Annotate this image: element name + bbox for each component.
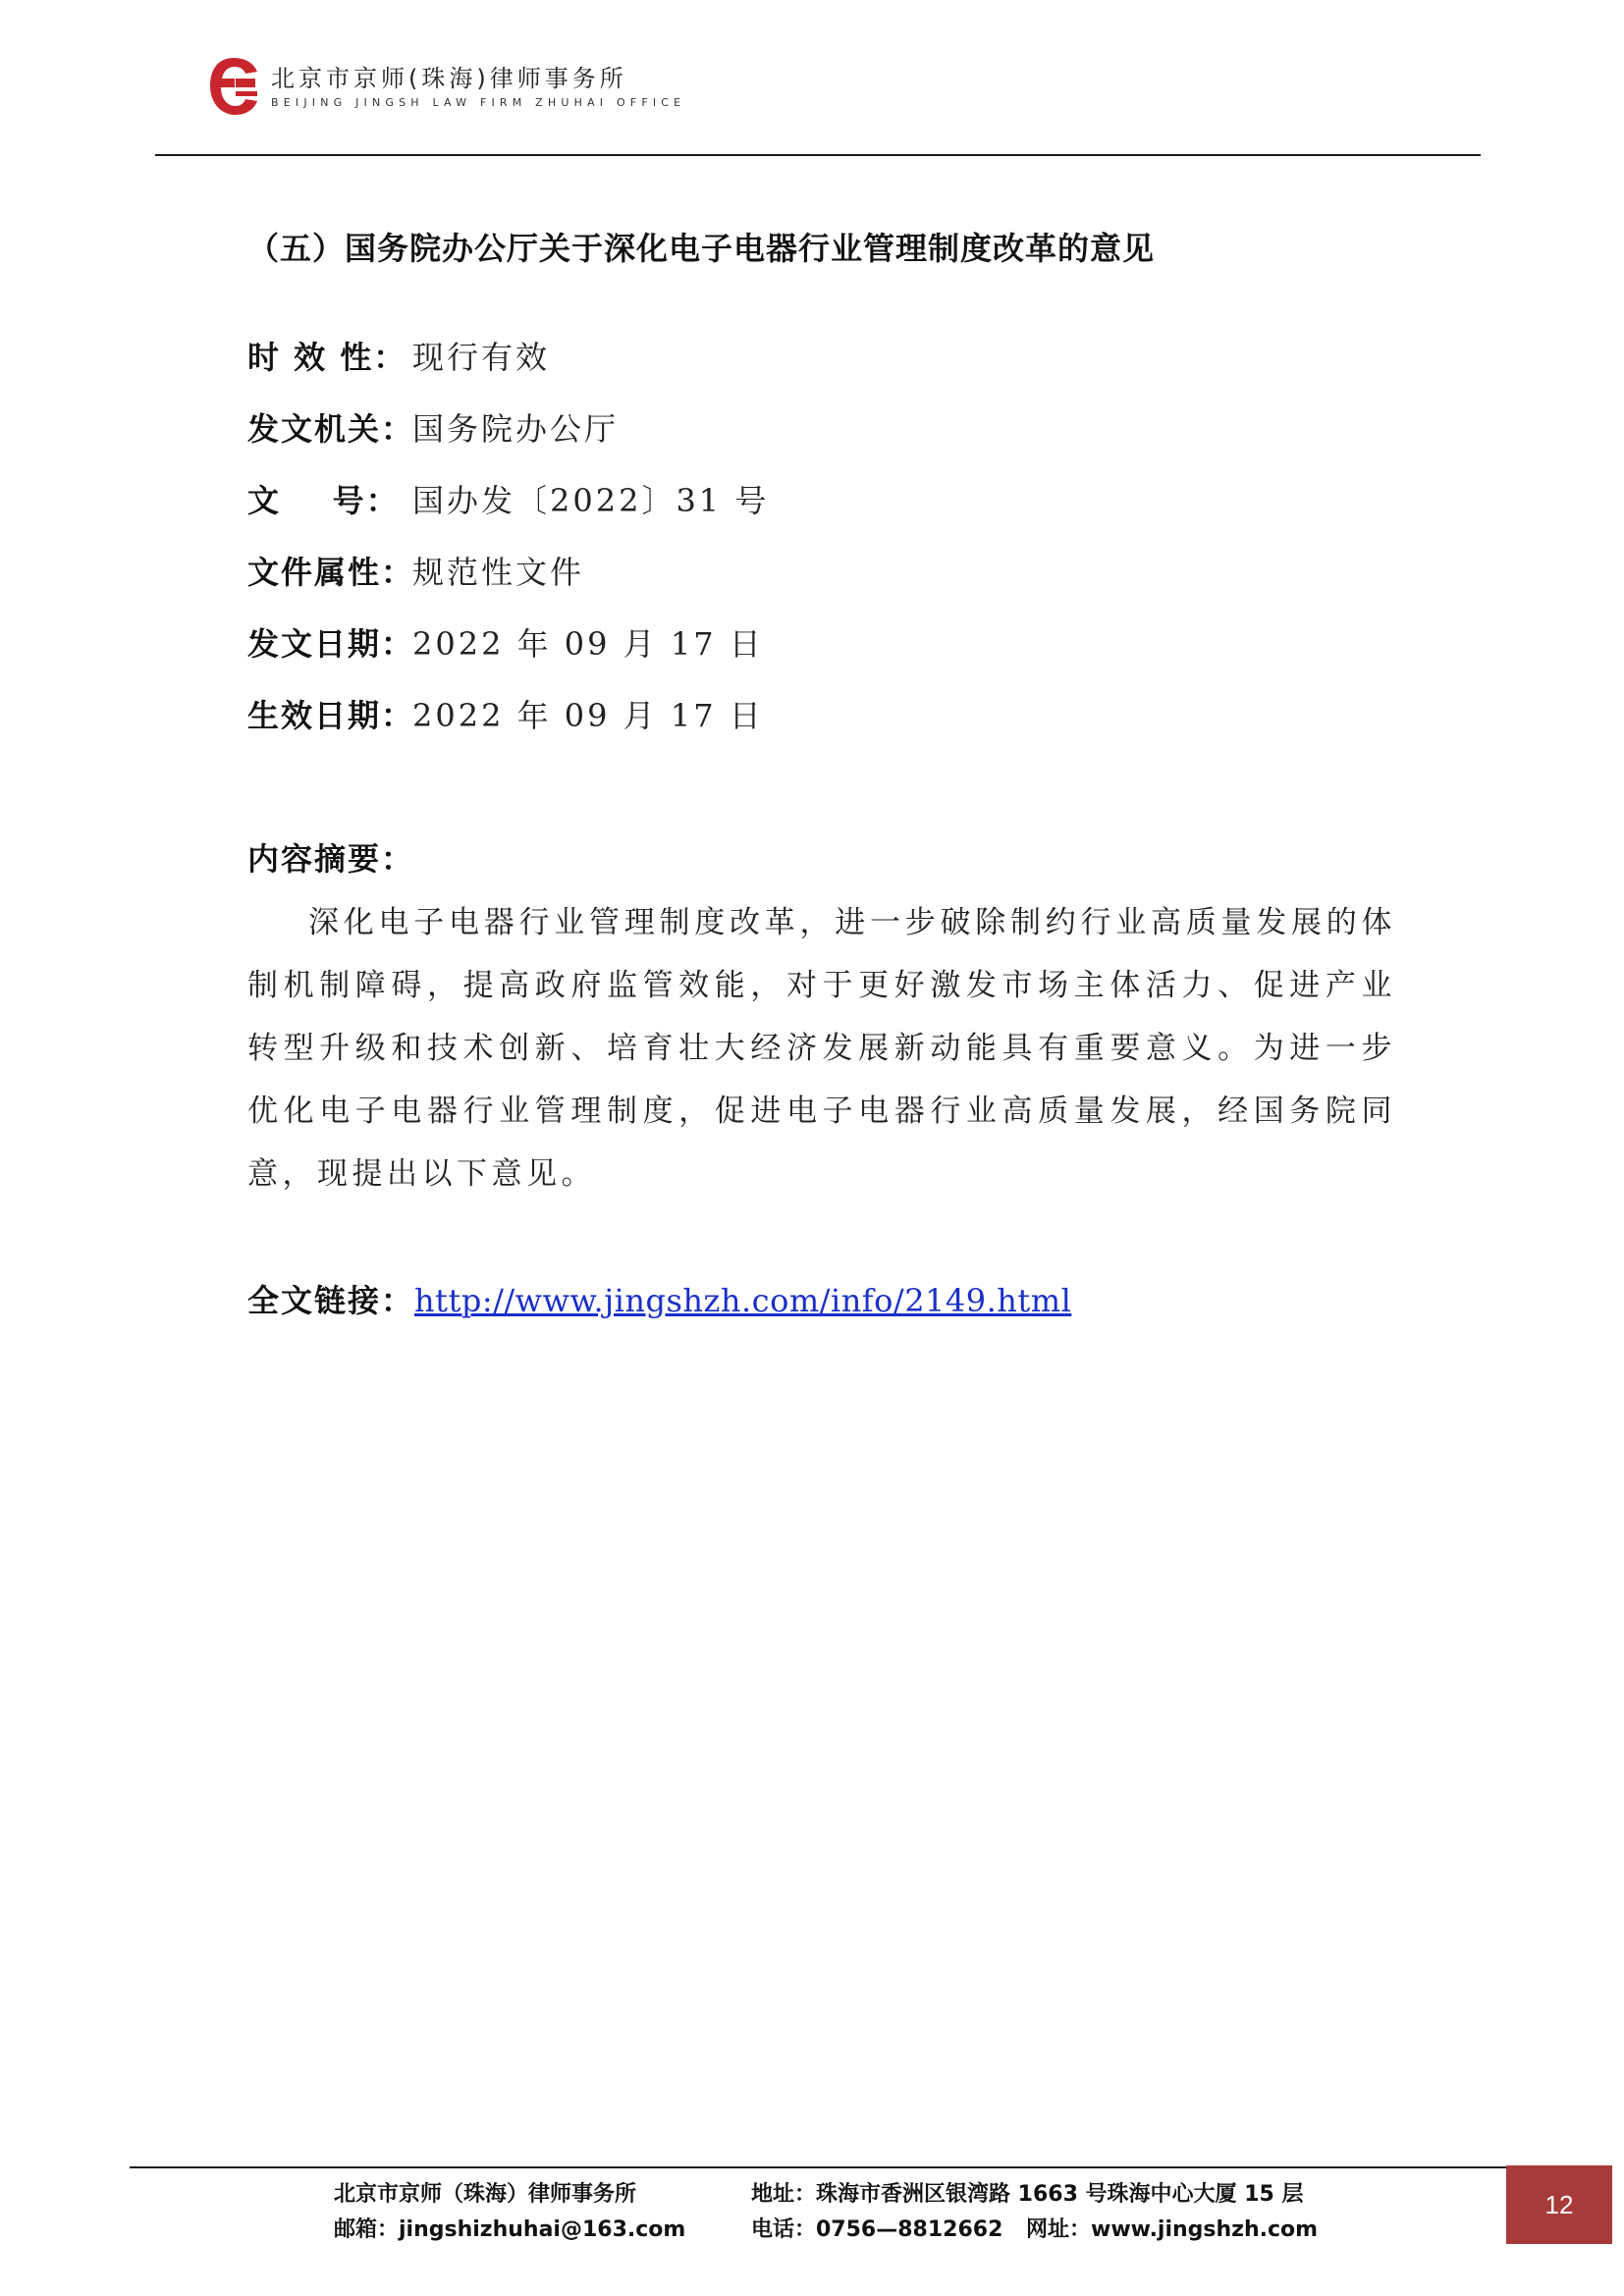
meta-key: 文件属性： [247, 554, 415, 591]
full-text-link[interactable]: http://www.jingshzh.com/info/2149.html [414, 1282, 1072, 1319]
footer-line-1 [334, 2177, 1316, 2213]
document-metadata [247, 334, 769, 764]
meta-key: 发文机关： [247, 410, 415, 448]
firm-name-en: BEIJING JINGSH LAW FIRM ZHUHAI OFFICE [271, 96, 686, 109]
header-divider [155, 154, 1481, 156]
meta-row-effective-date [247, 692, 769, 764]
footer-email: 邮箱：jingshizhuhai@163.com [334, 2217, 686, 2242]
meta-row-doc-number [247, 477, 769, 549]
meta-key: 时 效 性： [247, 339, 407, 376]
footer-line-2 [334, 2213, 1319, 2248]
firm-name-block [271, 64, 685, 111]
meta-key: 发文日期： [247, 625, 415, 663]
meta-value: 规范性文件 [412, 554, 585, 591]
meta-value: 国办发〔2022〕31 号 [412, 482, 770, 519]
footer-website: 网址：www.jingshzh.com [1026, 2217, 1319, 2242]
meta-row-validity [247, 334, 769, 405]
meta-key: 生效日期： [247, 697, 415, 734]
meta-row-issue-date [247, 620, 769, 692]
meta-value: 现行有效 [412, 339, 551, 376]
footer-divider [130, 2166, 1506, 2168]
footer [334, 2177, 1319, 2248]
document-title: （五）国务院办公厅关于深化电子电器行业管理制度改革的意见 [247, 230, 1156, 267]
jingshi-logo-icon [206, 55, 261, 120]
meta-key: 文 号： [247, 482, 400, 519]
footer-address: 地址：珠海市香洲区银湾路 1663 号珠海中心大厦 15 层 [751, 2182, 1304, 2207]
summary-paragraph: 深化电子电器行业管理制度改革，进一步破除制约行业高质量发展的体制机制障碍，提高政府监管效能，对于更好激发市场主体活力、促进产业转型升级和技术创新、培育壮大经济发展新动能具有重要意义。为进一步优化电子电器行业管理制度，促进电子电器行业高质量发展，经国务院同意，现提出以下意见。 [247, 905, 1396, 1192]
footer-firm-name: 北京市京师（珠海）律师事务所 [334, 2182, 637, 2207]
meta-value: 2022 年 09 月 17 日 [412, 697, 764, 734]
summary-heading: 内容摘要： [247, 840, 415, 878]
firm-name-cn: 北京市京师(珠海)律师事务所 [271, 65, 627, 92]
meta-row-issuer [247, 405, 769, 477]
full-text-link-label: 全文链接： [247, 1282, 415, 1319]
meta-value: 国务院办公厅 [412, 410, 620, 448]
page-number: 12 [1506, 2165, 1612, 2244]
full-text-link-row [247, 1276, 1071, 1321]
meta-value: 2022 年 09 月 17 日 [412, 625, 764, 663]
meta-row-doc-type [247, 549, 769, 620]
letterhead [206, 55, 685, 120]
footer-phone: 电话：0756—8812662 [751, 2217, 1003, 2242]
